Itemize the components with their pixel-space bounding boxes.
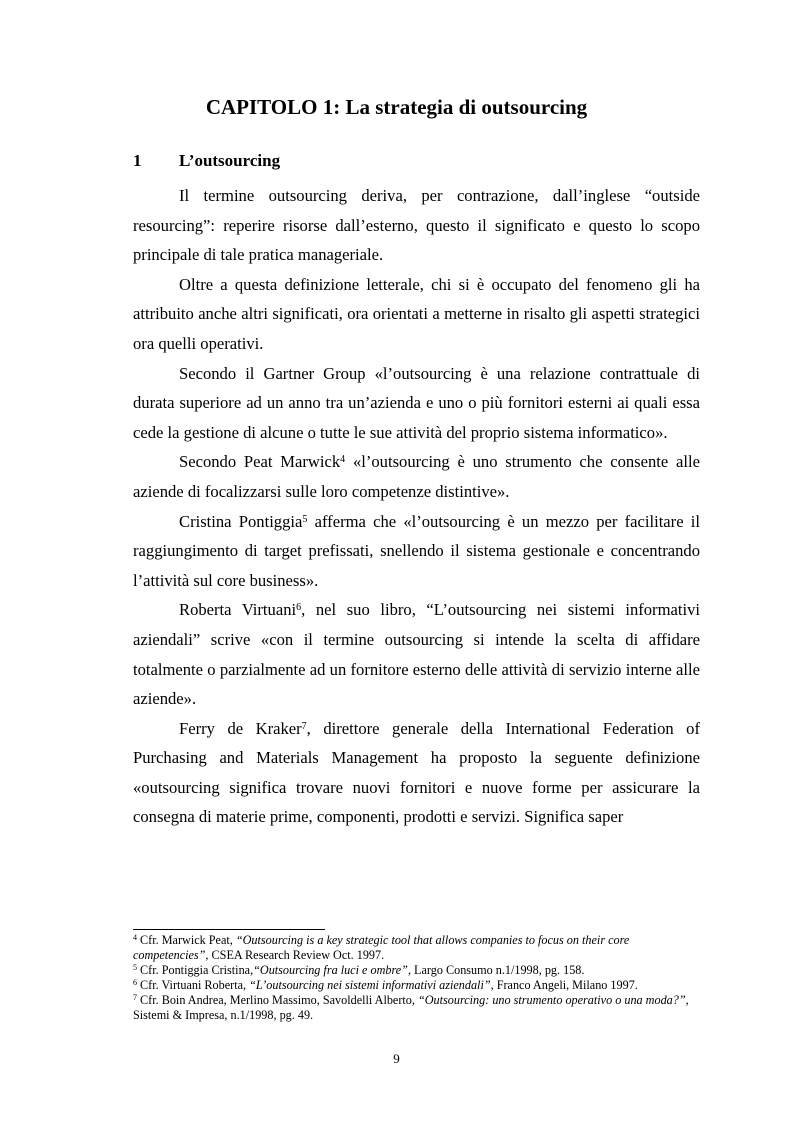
paragraph-text: Ferry de Kraker — [179, 718, 302, 738]
paragraph-2 — [133, 270, 700, 359]
footnote-number: 4 — [133, 933, 137, 942]
paragraph-text: Oltre a questa definizione letterale, chi si è occupato del fenomeno gli ha attribuito anche altri significati, ora orientati a metterne in risalto gli aspetti strategici ora quelli operativi. — [133, 274, 700, 353]
paragraph-3 — [133, 359, 700, 448]
footnote-title: “Outsourcing fra luci e ombre”, — [253, 963, 411, 977]
footnote-text: Franco Angeli, Milano 1997. — [493, 978, 638, 992]
paragraph-text: Secondo Peat Marwick — [179, 452, 341, 472]
footnote-number: 5 — [133, 963, 137, 972]
paragraph-text: Il termine outsourcing deriva, per contrazione, dall’inglese “outside resourcing”: reperire risorse dall’esterno, questo il significato e questo lo scopo principale di tale pratica manageriale. — [133, 186, 700, 265]
body-text — [133, 181, 700, 832]
paragraph-text: «l’outsourcing è uno strumento che consente alle aziende di focalizzarsi sulle loro competenze distintive». — [133, 452, 700, 501]
footnote-text: Sistemi & Impresa, n.1/1998, pg. 49. — [133, 1008, 314, 1022]
footnote-number: 6 — [133, 978, 137, 987]
paragraph-1 — [133, 181, 700, 270]
footnote-text: CSEA Research Review Oct. 1997. — [208, 948, 385, 962]
footnote-5 — [133, 963, 700, 978]
section-heading — [133, 151, 280, 171]
footnotes — [133, 933, 700, 1023]
footnote-title: “L’outsourcing nei sistemi informativi aziendali”, — [249, 978, 494, 992]
page-number: 9 — [393, 1051, 400, 1066]
footnote-title: “Outsourcing: uno strumento operativo o una moda?”, — [417, 993, 689, 1007]
footnote-ref-7[interactable]: 7 — [301, 720, 307, 732]
footnote-6 — [133, 978, 700, 993]
footnote-separator — [133, 929, 325, 930]
footnote-ref-5[interactable]: 5 — [302, 513, 308, 525]
footnote-text: Cfr. Boin Andrea, Merlino Massimo, Savoldelli Alberto, — [137, 993, 418, 1007]
footnote-7 — [133, 993, 700, 1023]
section-number: 1 — [133, 151, 142, 170]
paragraph-7 — [133, 714, 700, 832]
footnote-ref-6[interactable]: 6 — [296, 602, 302, 614]
paragraph-text: , direttore generale della International Federation of Purchasing and Materials Management ha proposto la seguente definizione «outsourcing significa trovare nuovi fornitori e nuove forme per assicurare la consegna di materie prime, componenti, prodotti e servizi. Significa saper — [133, 718, 701, 827]
paragraph-4 — [133, 447, 700, 506]
paragraph-text: , nel suo libro, “L’outsourcing nei sistemi informativi aziendali” scrive «con il termine outsourcing si intende la scelta di affidare totalmente o parzialmente ad un fornitore esterno delle attività di servizio interne alle aziende». — [133, 600, 700, 709]
paragraph-text: Cristina Pontiggia — [179, 511, 303, 531]
paragraph-5 — [133, 507, 700, 596]
paragraph-text: afferma che «l’outsourcing è un mezzo per facilitare il raggiungimento di target prefissati, snellendo il sistema gestionale e concentrando l’attività sul core business». — [133, 511, 700, 590]
footnote-title: “Outsourcing is a key strategic tool that allows companies to focus on their core competencies”, — [133, 933, 630, 962]
chapter-title: CAPITOLO 1: La strategia di outsourcing — [205, 95, 588, 119]
paragraph-6 — [133, 595, 700, 713]
paragraph-text: Secondo il Gartner Group «l’outsourcing è una relazione contrattuale di durata superiore ad un anno tra un’azienda e uno o più fornitori esterni ai quali essa cede la gestione di alcune o tutte le sue attività del proprio sistema informatico». — [133, 363, 700, 442]
footnote-text: Cfr. Pontiggia Cristina, — [137, 963, 254, 977]
footnote-4 — [133, 933, 700, 963]
paragraph-text: Roberta Virtuani — [179, 600, 297, 620]
footnote-ref-4[interactable]: 4 — [340, 454, 346, 466]
footnote-text: Cfr. Marwick Peat, — [137, 933, 236, 947]
footnote-text: Cfr. Virtuani Roberta, — [137, 978, 250, 992]
section-title: L’outsourcing — [179, 151, 281, 170]
footnote-number: 7 — [133, 993, 137, 1002]
footnote-text: Largo Consumo n.1/1998, pg. 158. — [411, 963, 585, 977]
